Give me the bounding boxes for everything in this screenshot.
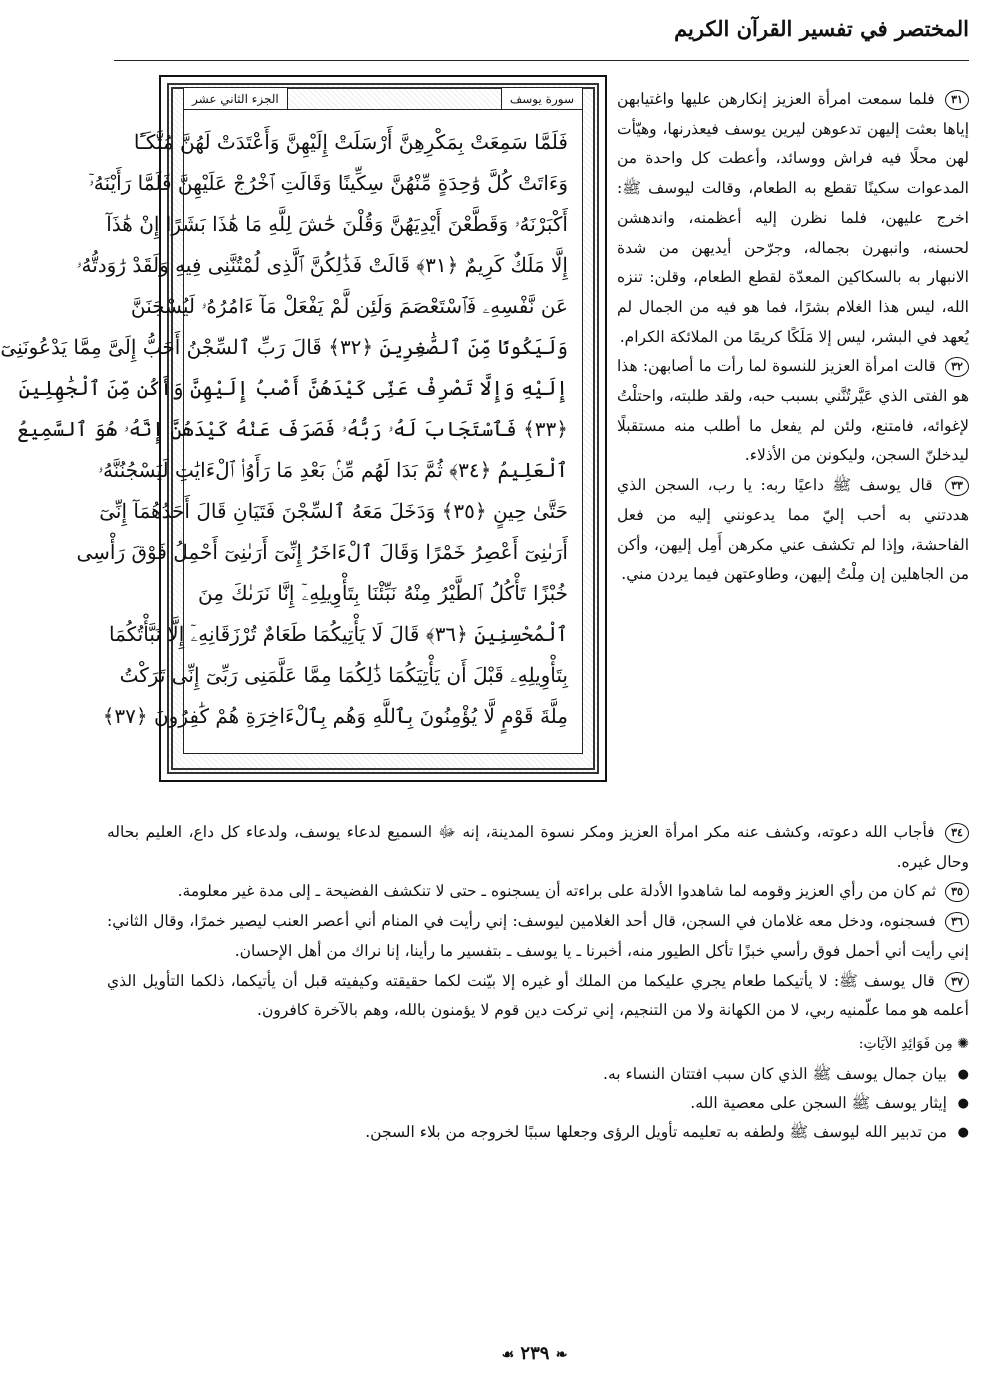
- verse-number-badge: ٣٢: [945, 357, 969, 377]
- tafsir-paragraph-37: [107, 967, 969, 1026]
- star-icon: ✺: [957, 1035, 969, 1052]
- ayah-line: حَتَّىٰ حِينٍ ﴿٣٥﴾ وَدَخَلَ مَعَهُ ٱلسِّجْنَ فَتَيَانِ قَالَ أَحَدُهُمَآ إِنِّىٓ: [99, 499, 568, 523]
- ayah-line: إِلَّا مَلَكٌ كَرِيمٌ ﴿٣١﴾ قَالَتْ فَذَٰلِكُنَّ ٱلَّذِى لُمْتُنَّنِى فِيهِ وَلَقَدْ رَٰوَدتُّهُۥ: [76, 253, 568, 277]
- tafsir-text: فلما سمعت امرأة العزيز إنكارهن عليها واغتيابهن إياها بعثت إليهن تدعوهن ليرين يوسف فيعذرنها، وهيّأت لهن محلًا فيه فراش ووسائد، وأعطت كل واحدة من المدعوات سكينًا تقطع به الطعام، وقالت ليوسف ﷺ: اخرج عليهن، فلما نظرن إليه أعظمنه، واندهشن لحسنه، وانبهرن بجماله، وجرّحن أيديهن من شدة الانبهار به بالسكاكين المعدّة لقطع الطعام، وقلن: تنزه الله، ليس هذا الغلام بشرًا، فما هو فيه من الجمال لم يُعهد في البشر، ليس إلا مَلَكًا كريمًا من الملائكة الكرام.: [617, 90, 969, 346]
- tafsir-text: قالت امرأة العزيز للنسوة لما رأت ما أصابهن: هذا هو الفتى الذي عَيَّرتُنَّني بسبب حبه، ولقد طلبته، واحتلْتُ لإغوائه، فامتنع، ولئن لم يفعل ما أطلب منه مستقبلًا ليدخلنّ السجن، وليكونن من الأذلاء.: [617, 357, 969, 465]
- ayah-line: أَكْبَرْنَهُۥ وَقَطَّعْنَ أَيْدِيَهُنَّ وَقُلْنَ حَٰشَ لِلَّهِ مَا هَٰذَا بَشَرًا إِنْ هَٰذَآ: [106, 212, 568, 236]
- tafsir-paragraph-34: [107, 818, 969, 877]
- tafsir-text: فسجنوه، ودخل معه غلامان في السجن، قال أحد الغلامين ليوسف: إني رأيت في المنام أني أعصر العنب ليصير خمرًا، وقال الثاني: إني رأيت أني أحمل فوق رأسي خبزًا تأكل الطيور منه، أخبرنا ـ يا يوسف ـ بتفسير ما رأينا، إنا نراك من أهل الإحسان.: [107, 912, 969, 960]
- verse-number-badge: ٣١: [945, 90, 969, 110]
- ayah-line: بِتَأْوِيلِهِۦ قَبْلَ أَن يَأْتِيَكُمَا ذَٰلِكُمَا مِمَّا عَلَّمَنِى رَبِّىٓ إِنِّى تَرَكْتُ: [119, 663, 568, 687]
- ornament-icon: ☙: [501, 1347, 515, 1363]
- ayah-line: فَلَمَّا سَمِعَتْ بِمَكْرِهِنَّ أَرْسَلَتْ إِلَيْهِنَّ وَأَعْتَدَتْ لَهُنَّ مُتَّكَـًٔا: [133, 130, 568, 154]
- quran-text-area: [0, 109, 583, 754]
- verse-number-badge: ٣٦: [945, 912, 969, 932]
- tafsir-side-column: [617, 85, 969, 590]
- quran-text-frame: [0, 75, 607, 782]
- tafsir-text: قال يوسف ﷺ داعيًا ربه: يا رب، السجن الذي هددتني به أحب إليّ مما يدعونني إليه من فعل الفاحشة، وإذا لم تكشف عني مكرهن أَمِل إليهن، وأكن من الجاهلين إن مِلْتُ إليهن، وطاوعتهن فيما يردن مني.: [617, 476, 969, 584]
- ayah-line: وَلَيَكُونًا مِّنَ ٱلصَّٰغِرِينَ ﴿٣٢﴾ قَالَ رَبِّ ٱلسِّجْنُ أَحَبُّ إِلَىَّ مِمَّا يَدْعُونَنِىٓ: [0, 335, 568, 359]
- book-title: المختصر في تفسير القرآن الكريم: [674, 16, 969, 41]
- header-rule: [114, 60, 969, 61]
- ayah-line: ٱلْعَلِيمُ ﴿٣٤﴾ ثُمَّ بَدَا لَهُم مِّنۢ بَعْدِ مَا رَأَوُا۟ ٱلْءَايَٰتِ لَيَسْجُنُنَّهُۥ: [97, 458, 568, 482]
- ayah-line: أَرَىٰنِىٓ أَعْصِرُ خَمْرًا وَقَالَ ٱلْءَاخَرُ إِنِّىٓ أَرَىٰنِىٓ أَحْمِلُ فَوْقَ رَأْسِى: [76, 540, 568, 564]
- tafsir-paragraph-32: [617, 352, 969, 471]
- ornament-icon: ❧: [555, 1347, 568, 1363]
- verse-number-badge: ٣٣: [945, 476, 969, 496]
- verse-number-badge: ٣٥: [945, 882, 969, 902]
- tafsir-text: ثم كان من رأي العزيز وقومه لما شاهدوا الأدلة على براءته أن يسجنوه ـ حتى لا تنكشف الفضيحة ـ إلى مدة غير معلومة.: [177, 882, 937, 901]
- surah-label: سورة يوسف: [501, 87, 583, 111]
- ayah-line: ﴿٣٣﴾ فَٱسْتَجَابَ لَهُۥ رَبُّهُۥ فَصَرَفَ عَنْهُ كَيْدَهُنَّ إِنَّهُۥ هُوَ ٱلسَّمِيعُ: [17, 417, 568, 441]
- ayah-line: ٱلْمُحْسِنِينَ ﴿٣٦﴾ قَالَ لَا يَأْتِيكُمَا طَعَامٌ تُرْزَقَانِهِۦٓ إِلَّا نَبَّأْتُكُمَا: [108, 622, 568, 646]
- page-number: [62, 1343, 1007, 1364]
- list-item: ● إيثار يوسف ﷺ السجن على معصية الله.: [107, 1089, 947, 1118]
- page-header: [114, 16, 969, 66]
- tafsir-text: قال يوسف ﷺ: لا يأتيكما طعام يجري عليكما من الملك أو غيره إلا بيّنت لكما حقيقته وكيفيته قبل أن يأتيكما، ذلكما التأويل الذي أعلمه هو مما علّمنيه ربي، لا من الكهانة ولا من التنجيم، إني تركت دين قوم لا يؤمنون بالله، وهم بالآخرة كافرون.: [107, 971, 969, 1020]
- tafsir-text: فأجاب الله دعوته، وكشف عنه مكر امرأة العزيز ومكر نسوة المدينة، إنه ﷻ السميع لدعاء يوسف، ولدعاء كل داع، العليم بحاله وحال غيره.: [107, 823, 969, 871]
- page-number-text: ٢٣٩: [520, 1343, 550, 1364]
- ayah-line: وَءَاتَتْ كُلَّ وَٰحِدَةٍ مِّنْهُنَّ سِكِّينًا وَقَالَتِ ٱخْرُجْ عَلَيْهِنَّ فَلَمَّا رَأَيْنَهُۥٓ: [88, 171, 568, 195]
- verse-number-badge: ٣٤: [945, 823, 969, 843]
- tafsir-paragraph-33: [617, 471, 969, 590]
- fawaid-list: [107, 1060, 969, 1147]
- ayah-line: إِلَيْهِ وَإِلَّا تَصْرِفْ عَنِّى كَيْدَهُنَّ أَصْبُ إِلَيْهِنَّ وَأَكُن مِّنَ ٱلْجَٰهِلِينَ: [18, 376, 568, 400]
- ayah-line: عَن نَّفْسِهِۦ فَٱسْتَعْصَمَ وَلَئِن لَّمْ يَفْعَلْ مَآ ءَامُرُهُۥ لَيُسْجَنَنَّ: [130, 294, 568, 318]
- tafsir-full-width: [107, 818, 969, 1147]
- ayah-lines: [0, 122, 568, 737]
- tafsir-paragraph-36: [107, 907, 969, 966]
- list-item: ● من تدبير الله ليوسف ﷺ ولطفه به تعليمه تأويل الرؤى وجعلها سببًا لخروجه من بلاء السجن.: [107, 1118, 947, 1147]
- ayah-line: مِلَّةَ قَوْمٍ لَّا يُؤْمِنُونَ بِٱللَّهِ وَهُم بِٱلْءَاخِرَةِ هُمْ كَٰفِرُونَ ﴿٣٧﴾: [102, 704, 568, 728]
- ayah-line: خُبْزًا تَأْكُلُ ٱلطَّيْرُ مِنْهُ نَبِّئْنَا بِتَأْوِيلِهِۦٓ إِنَّا نَرَىٰكَ مِنَ: [198, 581, 568, 605]
- tafsir-paragraph-31: [617, 85, 969, 352]
- verse-number-badge: ٣٧: [945, 972, 969, 992]
- fawaid-title: مِن فَوَائِدِ الآيَاتِ:: [858, 1035, 953, 1052]
- fawaid-heading: [107, 1030, 969, 1060]
- list-item: ● بيان جمال يوسف ﷺ الذي كان سبب افتتان النساء به.: [107, 1060, 947, 1089]
- juz-label: الجزء الثاني عشر: [183, 87, 288, 111]
- tafsir-paragraph-35: [107, 877, 969, 907]
- ornamental-border: [0, 83, 599, 774]
